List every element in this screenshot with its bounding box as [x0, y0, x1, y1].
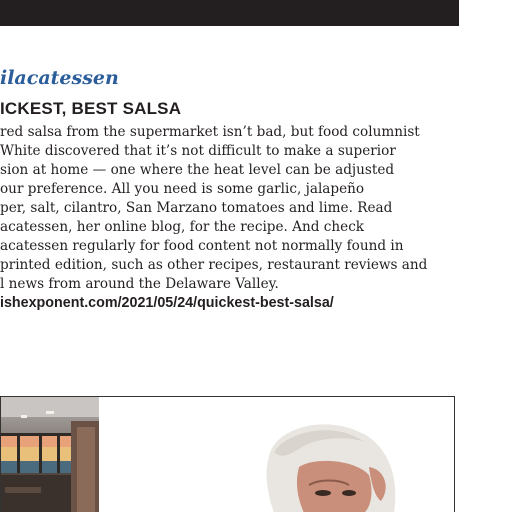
body-line: White discovered that it’s not difficult to make a superior [0, 143, 396, 159]
body-line: sion at home — one where the heat level can be adjusted [0, 162, 395, 178]
body-line: per, salt, cilantro, San Marzano tomatoes and lime. Read [0, 200, 393, 216]
portrait-photo [99, 397, 455, 512]
article-body [0, 123, 450, 313]
interior-photo [1, 397, 99, 512]
article-url[interactable]: ishexponent.com/2021/05/24/quickest-best-salsa/ [0, 295, 334, 311]
body-line: l news from around the Delaware Valley. [0, 276, 279, 292]
section-title: ilacatessen [0, 67, 119, 89]
body-line: printed edition, such as other recipes, restaurant reviews and [0, 257, 428, 273]
photo-frame [0, 396, 455, 512]
body-line: our preference. All you need is some garlic, jalapeño [0, 181, 365, 197]
header-bar [0, 0, 459, 26]
body-line: red salsa from the supermarket isn’t bad, but food columnist [0, 124, 420, 140]
body-line: acatessen, her online blog, for the recipe. And check [0, 219, 365, 235]
article-headline: ICKEST, BEST SALSA [0, 99, 182, 118]
body-line: acatessen regularly for food content not normally found in [0, 238, 404, 254]
